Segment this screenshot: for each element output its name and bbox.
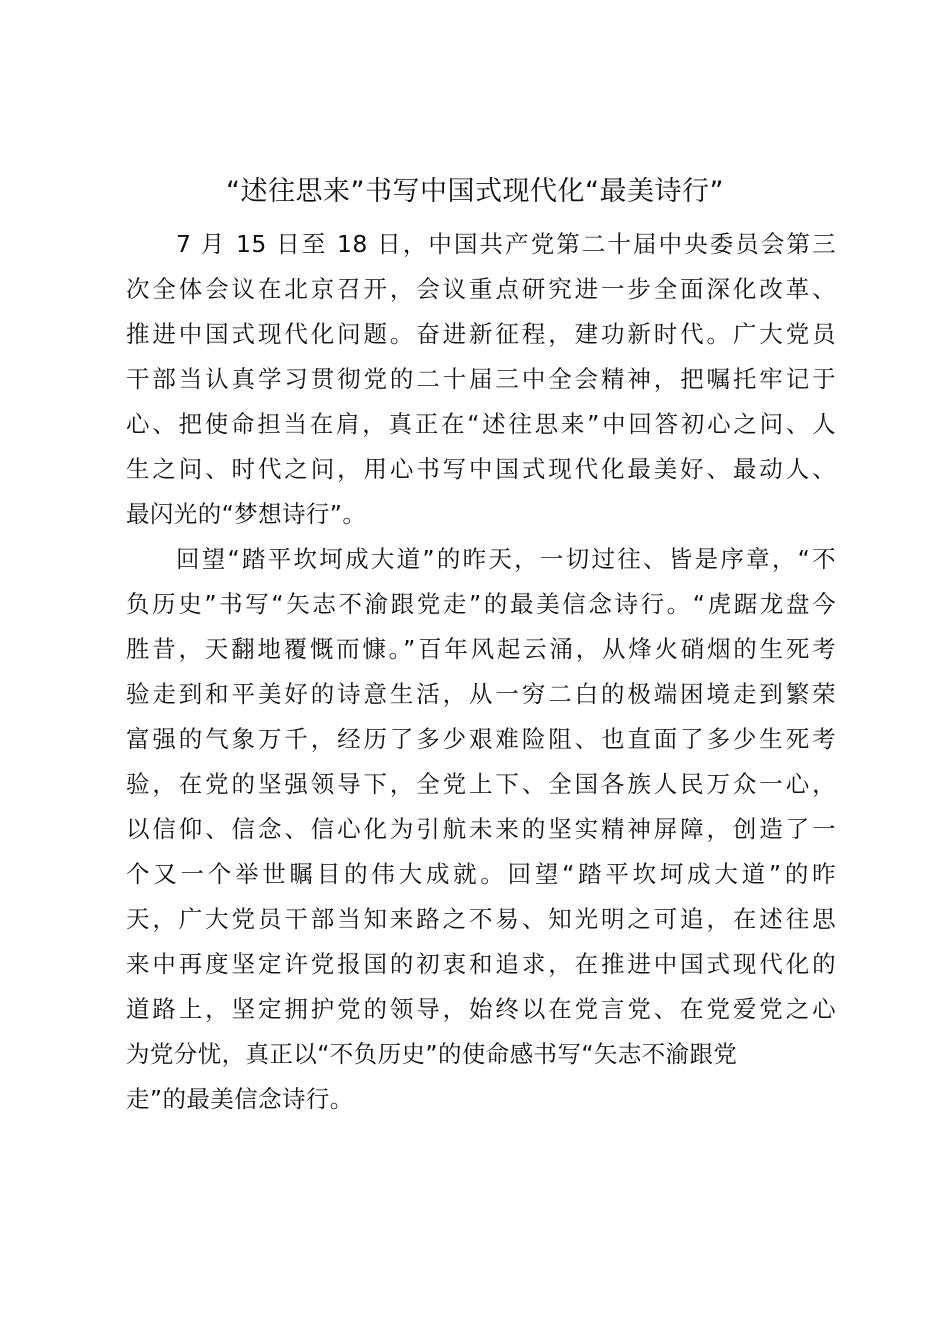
text-line: 回望“踏平坎坷成大道”的昨天，一切过往、皆是序章，“不 — [176, 545, 836, 573]
text-line: 验走到和平美好的诗意生活，从一穷二白的极端困境走到繁荣 — [126, 680, 836, 708]
text-line: 负历史”书写“矢志不渝跟党走”的最美信念诗行。“虎踞龙盘今 — [126, 590, 836, 618]
paragraph — [126, 222, 836, 537]
text-line: 富强的气象万千，经历了多少艰难险阻、也直面了多少生死考 — [126, 725, 836, 753]
text-line: 最闪光的“梦想诗行”。 — [126, 500, 367, 528]
text-line: 来中再度坚定许党报国的初衷和追求，在推进中国式现代化的 — [126, 950, 836, 978]
text-line: 心、把使命担当在肩，真正在“述往思来”中回答初心之问、人 — [126, 410, 836, 438]
text-line: 验，在党的坚强领导下，全党上下、全国各族人民万众一心， — [126, 770, 836, 798]
text-line: 推进中国式现代化问题。奋进新征程，建功新时代。广大党员 — [126, 320, 836, 348]
text-line: 次全体会议在北京召开，会议重点研究进一步全面深化改革、 — [126, 275, 836, 303]
text-line: 道路上，坚定拥护党的领导，始终以在党言党、在党爱党之心 — [126, 995, 836, 1023]
document-body — [126, 222, 836, 1122]
paragraph — [126, 537, 836, 1122]
text-line: 天，广大党员干部当知来路之不易、知光明之可追，在述往思 — [126, 905, 836, 933]
text-line: 生之问、时代之问，用心书写中国式现代化最美好、最动人、 — [126, 455, 836, 483]
text-line: 胜昔，天翻地覆慨而慷。”百年风起云涌，从烽火硝烟的生死考 — [126, 635, 836, 663]
text-line: 走”的最美信念诗行。 — [126, 1085, 354, 1113]
text-line: 为党分忧，真正以“不负历史”的使命感书写“矢志不渝跟党 — [126, 1040, 738, 1068]
text-line: 干部当认真学习贯彻党的二十届三中全会精神，把嘱托牢记于 — [126, 365, 836, 393]
document-title: “述往思来”书写中国式现代化“最美诗行” — [226, 176, 724, 207]
text-line: 7 月 15 日至 18 日，中国共产党第二十届中央委员会第三 — [176, 230, 836, 258]
text-line: 以信仰、信念、信心化为引航未来的坚实精神屏障，创造了一 — [126, 815, 836, 843]
text-line: 个又一个举世瞩目的伟大成就。回望“踏平坎坷成大道”的昨 — [126, 860, 836, 888]
